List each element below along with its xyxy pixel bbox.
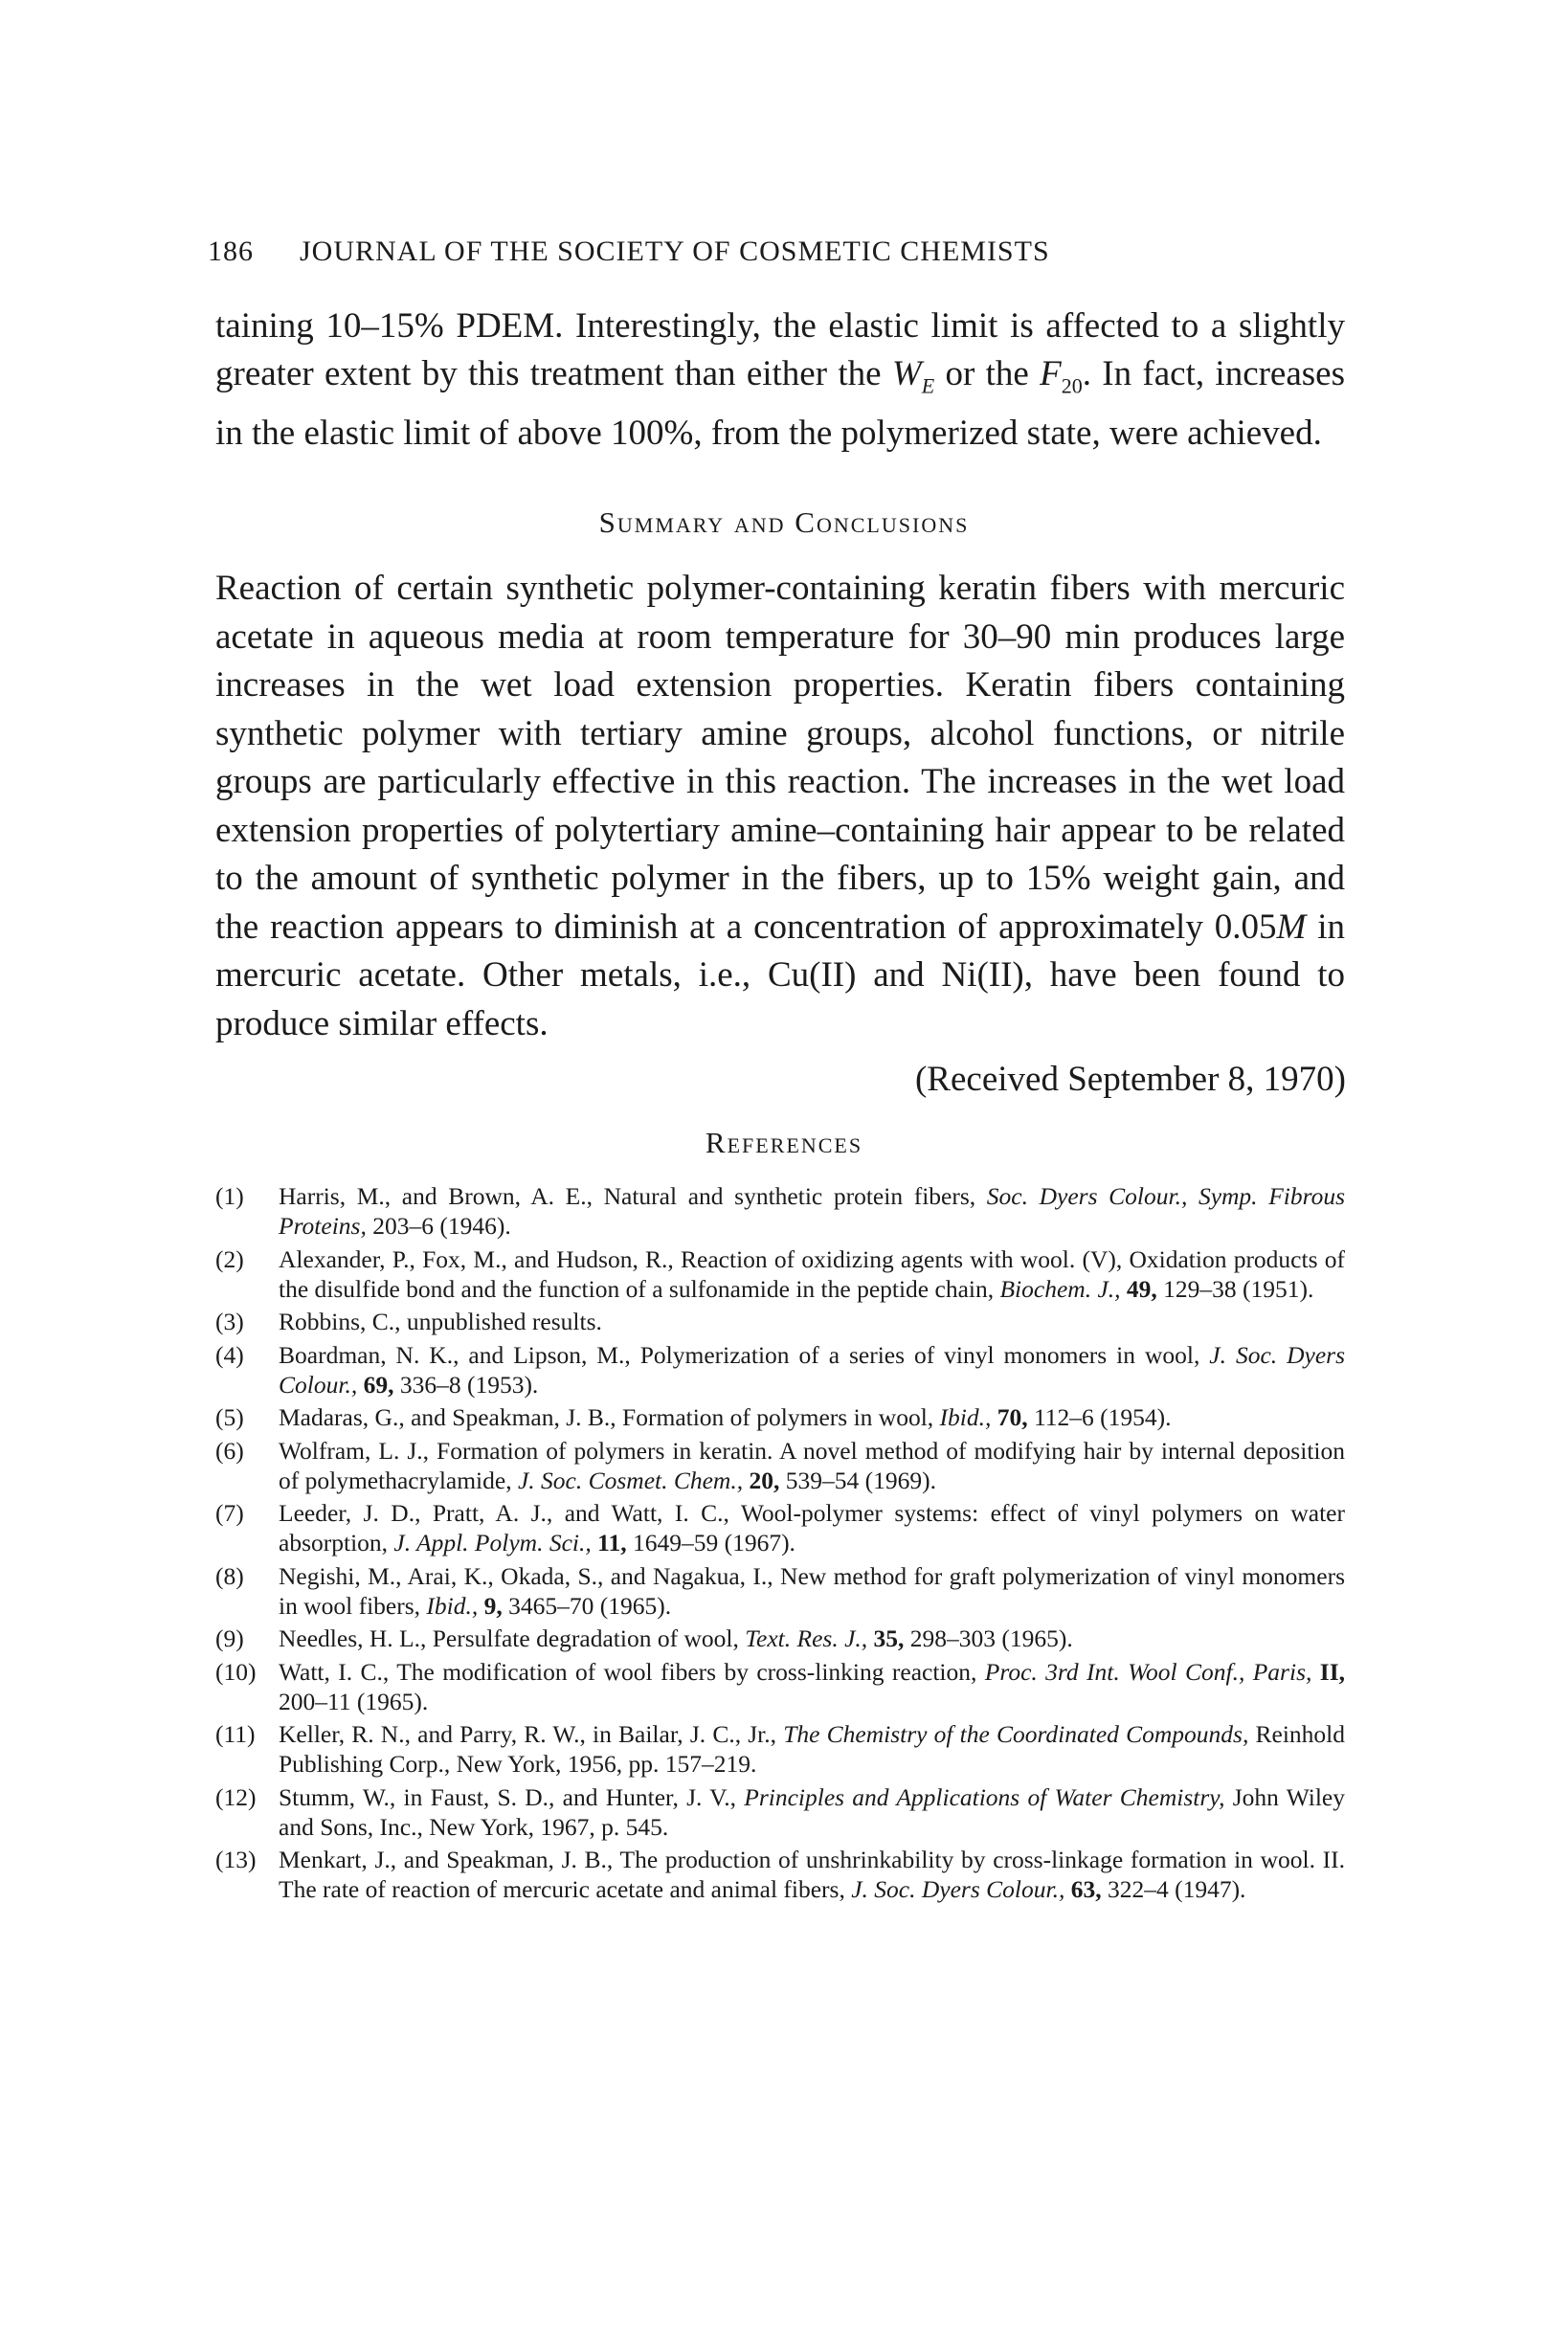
reference-item — [215, 1436, 1345, 1495]
reference-text: Robbins, C., unpublished results. — [279, 1308, 602, 1335]
reference-item — [215, 1307, 1345, 1336]
reference-item — [215, 1782, 1345, 1842]
reference-item — [215, 1657, 1345, 1716]
reference-text: Stumm, W., in Faust, S. D., and Hunter, J. V., Principles and Applications of Water Chemistry, John Wiley and Sons, Inc., New York, 1967, p. 545. — [279, 1782, 1345, 1841]
reference-number: (9) — [215, 1624, 244, 1652]
reference-number: (11) — [215, 1720, 256, 1748]
reference-number: (2) — [215, 1244, 244, 1273]
reference-item — [215, 1845, 1345, 1904]
summary-heading: Summary and Conclusions — [598, 505, 970, 539]
reference-number: (4) — [215, 1340, 244, 1369]
reference-number: (8) — [215, 1561, 244, 1590]
reference-text: Keller, R. N., and Parry, R. W., in Bailar, J. C., Jr., The Chemistry of the Coordinated Compounds, Reinhold Publishing Corp., New York, 1956, pp. 157–219. — [279, 1720, 1345, 1778]
reference-text: Negishi, M., Arai, K., Okada, S., and Nagakua, I., New method for graft polymerization of vinyl monomers in wool fibers, Ibid., 9, 3465–70 (1965). — [279, 1561, 1345, 1620]
reference-number: (12) — [215, 1782, 257, 1811]
reference-number: (7) — [215, 1499, 244, 1527]
reference-text: Wolfram, L. J., Formation of polymers in keratin. A novel method of modifying hair by internal deposition of polymethacrylamide, J. Soc. Cosmet. Chem., 20, 539–54 (1969). — [279, 1436, 1345, 1494]
reference-text: Needles, H. L., Persulfate degradation of wool, Text. Res. J., 35, 298–303 (1965). — [279, 1624, 1073, 1652]
page-number: 186 — [208, 235, 254, 267]
reference-item — [215, 1181, 1345, 1241]
reference-text: Boardman, N. K., and Lipson, M., Polymerization of a series of vinyl monomers in wool, J. Soc. Dyers Colour., 69, 336–8 (1953). — [279, 1340, 1345, 1399]
reference-item — [215, 1719, 1345, 1779]
reference-text: Menkart, J., and Speakman, J. B., The production of unshrinkability by cross-linkage formation in wool. II. The rate of reaction of mercuric acetate and animal fibers, J. Soc. Dyers Colour., 63, 322–4 (1947). — [279, 1846, 1345, 1903]
reference-item — [215, 1340, 1345, 1400]
reference-number: (13) — [215, 1846, 257, 1873]
reference-text: Harris, M., and Brown, A. E., Natural and synthetic protein fibers, Soc. Dyers Colour., Symp. Fibrous Proteins, 203–6 (1946). — [279, 1182, 1346, 1240]
reference-number: (3) — [215, 1308, 244, 1335]
references-list — [215, 1181, 1345, 1908]
reference-text: Madaras, G., and Speakman, J. B., Formation of polymers in wool, Ibid., 70, 112–6 (1954). — [279, 1403, 1172, 1431]
reference-number: (1) — [215, 1182, 244, 1210]
running-header — [208, 235, 1050, 268]
reference-item — [215, 1561, 1345, 1621]
received-date: (Received September 8, 1970) — [914, 1060, 1346, 1099]
summary-paragraph: Reaction of certain synthetic polymer-containing keratin fibers with mercuric acetate in aqueous media at room temperature for 30–90 min produces large increases in the wet load extension properties. Keratin fibers containing synthetic polymer with tertiary amine groups, alcohol functions, or nitrile groups are particularly effective in this reaction. The increases in the wet load extension properties of polytertiary amine–containing hair appear to be related to the amount of synthetic polymer in the fibers, up to 15% weight gain, and the reaction appears to diminish at a concentration of approximately 0.05M in mercuric acetate. Other metals, i.e., Cu(II) and Ni(II), have been found to produce similar effects. — [215, 569, 1346, 1043]
reference-text: Watt, I. C., The modification of wool fibers by cross-linking reaction, Proc. 3rd Int. Wool Conf., Paris, II, 200–11 (1965). — [279, 1657, 1345, 1715]
reference-number: (10) — [215, 1657, 257, 1686]
reference-item — [215, 1244, 1345, 1304]
reference-text: Alexander, P., Fox, M., and Hudson, R., Reaction of oxidizing agents with wool. (V), Oxidation products of the disulfide bond and the function of a sulfonamide in the peptide chain, Biochem. J., 49, 129–38 (1951). — [279, 1244, 1345, 1303]
intro-paragraph: taining 10–15% PDEM. Interestingly, the elastic limit is affected to a slightly greater extent by this treatment than either the $W_E$ or the $F_{20}$. In fact, increases in the elastic limit of above 100%, from the polymerized state, were achieved. — [215, 306, 1346, 454]
reference-item — [215, 1402, 1345, 1432]
journal-title: JOURNAL OF THE SOCIETY OF COSMETIC CHEMISTS — [300, 235, 1050, 267]
reference-number: (6) — [215, 1436, 244, 1465]
reference-item — [215, 1498, 1345, 1557]
reference-item — [215, 1624, 1345, 1653]
reference-text: Leeder, J. D., Pratt, A. J., and Watt, I. C., Wool-polymer systems: effect of vinyl polymers on water absorption, J. Appl. Polym. Sci., 11, 1649–59 (1967). — [279, 1499, 1345, 1556]
reference-number: (5) — [215, 1403, 244, 1431]
references-heading: References — [705, 1126, 863, 1159]
